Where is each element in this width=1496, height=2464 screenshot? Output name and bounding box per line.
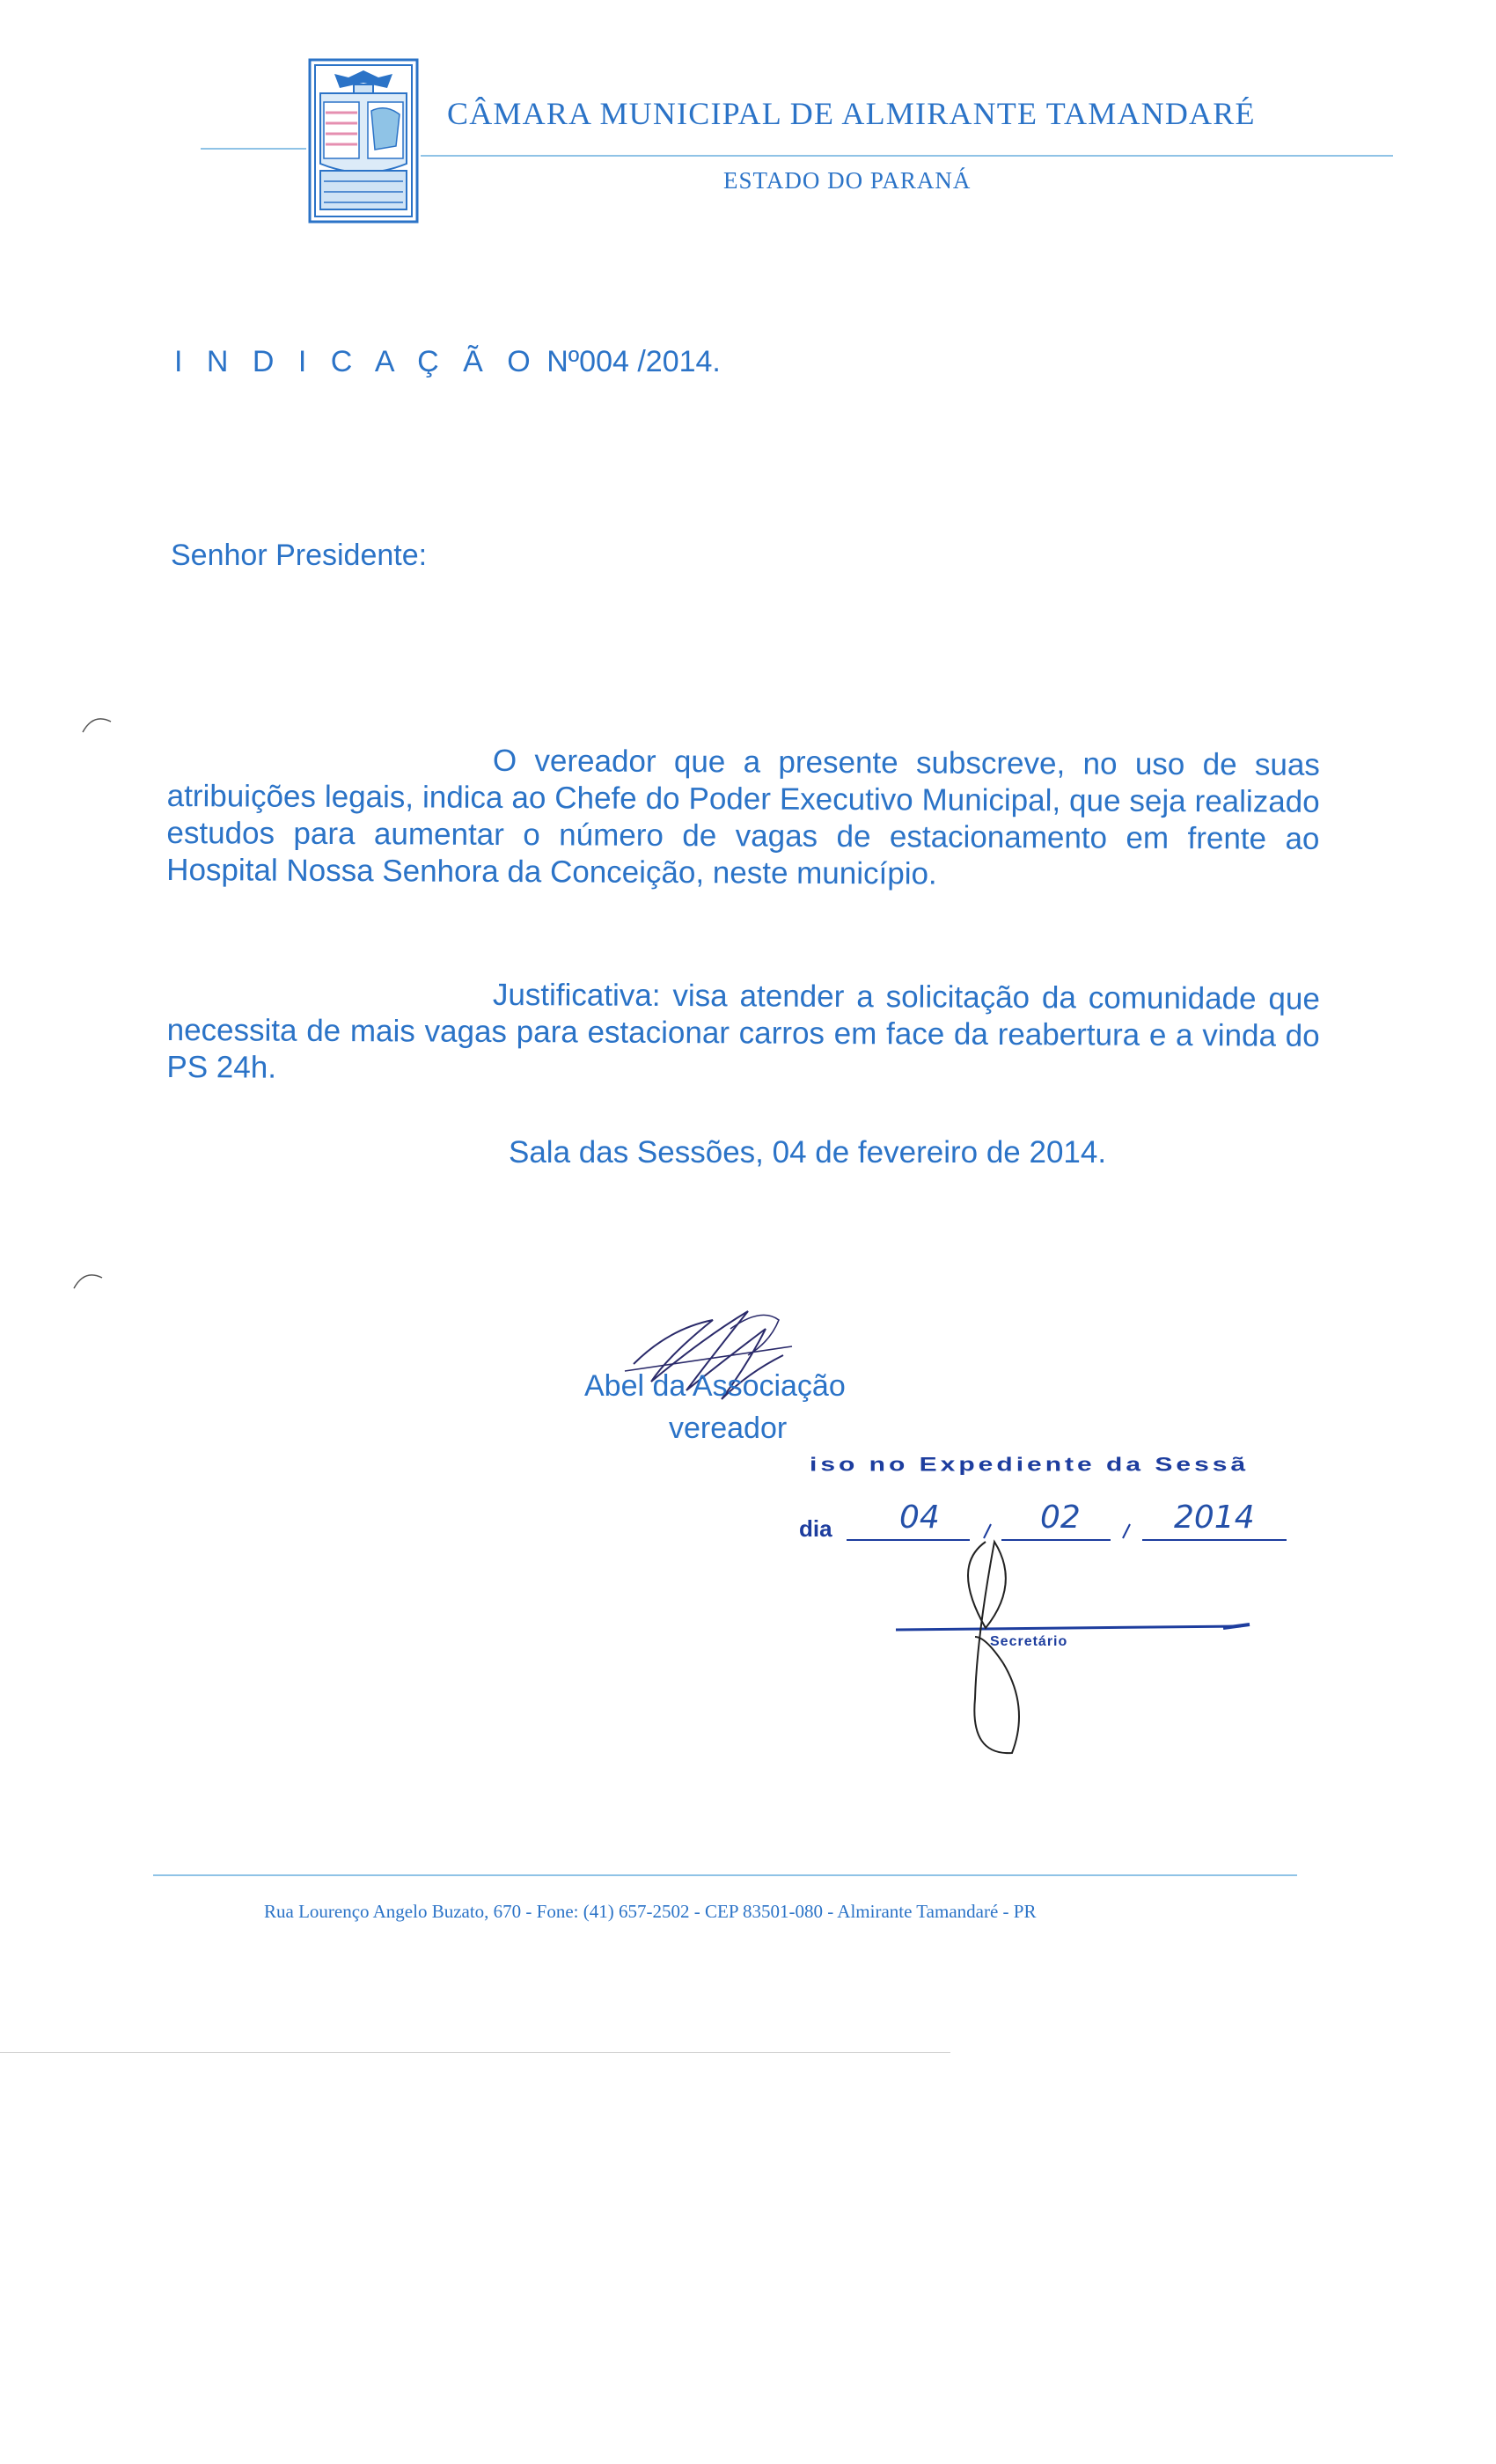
stamp-month: 02 [1040,1500,1081,1536]
secretary-rubric [889,1531,1258,1769]
punch-hole-mark [81,709,116,736]
body-paragraph: O vereador que a presente subscreve, no uso de suas atribuições legais, indica ao Chefe do Poder Executivo Municipal, que seja realizado estudos para aumentar o número de vagas de estacionamento em frente ao Hospital Nossa Senhora da Conceição, neste município. [166,743,1320,891]
justification-paragraph: Justificativa: visa atender a solicitação da comunidade que necessita de mais vagas para estacionar carros em face da reabertura e a vinda do PS 24h. [166,977,1320,1085]
scan-page-edge [0,2052,950,2053]
footer-address: Rua Lourenço Angelo Buzato, 670 - Fone: (41) 657-2502 - CEP 83501-080 - Almirante Tamandaré - PR [264,1901,1037,1922]
stamp-secretary-label: Secretário [990,1634,1068,1649]
org-name: CÂMARA MUNICIPAL DE ALMIRANTE TAMANDARÉ [447,96,1256,131]
place-date: Sala das Sessões, 04 de fevereiro de 2014. [509,1135,1107,1170]
footer-rule [153,1874,1297,1876]
header-rule [421,155,1393,157]
punch-hole-mark [72,1265,107,1292]
stamp-dia-label: dia [799,1515,832,1542]
header-rule-left [201,148,306,150]
signatory-name: Abel da Associação [584,1369,846,1403]
org-state: ESTADO DO PARANÁ [723,167,972,194]
stamp-year: 2014 [1174,1500,1255,1536]
title-prefix: I N D I C A Ç Ã O [174,345,539,378]
municipal-crest-icon [308,58,419,224]
signatory-role: vereador [669,1412,788,1445]
stamp-heading: iso no Expediente da Sessã [810,1454,1250,1476]
document-title [174,345,721,379]
salutation: Senhor Presidente: [171,539,428,572]
title-number: Nº004 /2014. [546,345,721,378]
stamp-day: 04 [899,1500,940,1536]
